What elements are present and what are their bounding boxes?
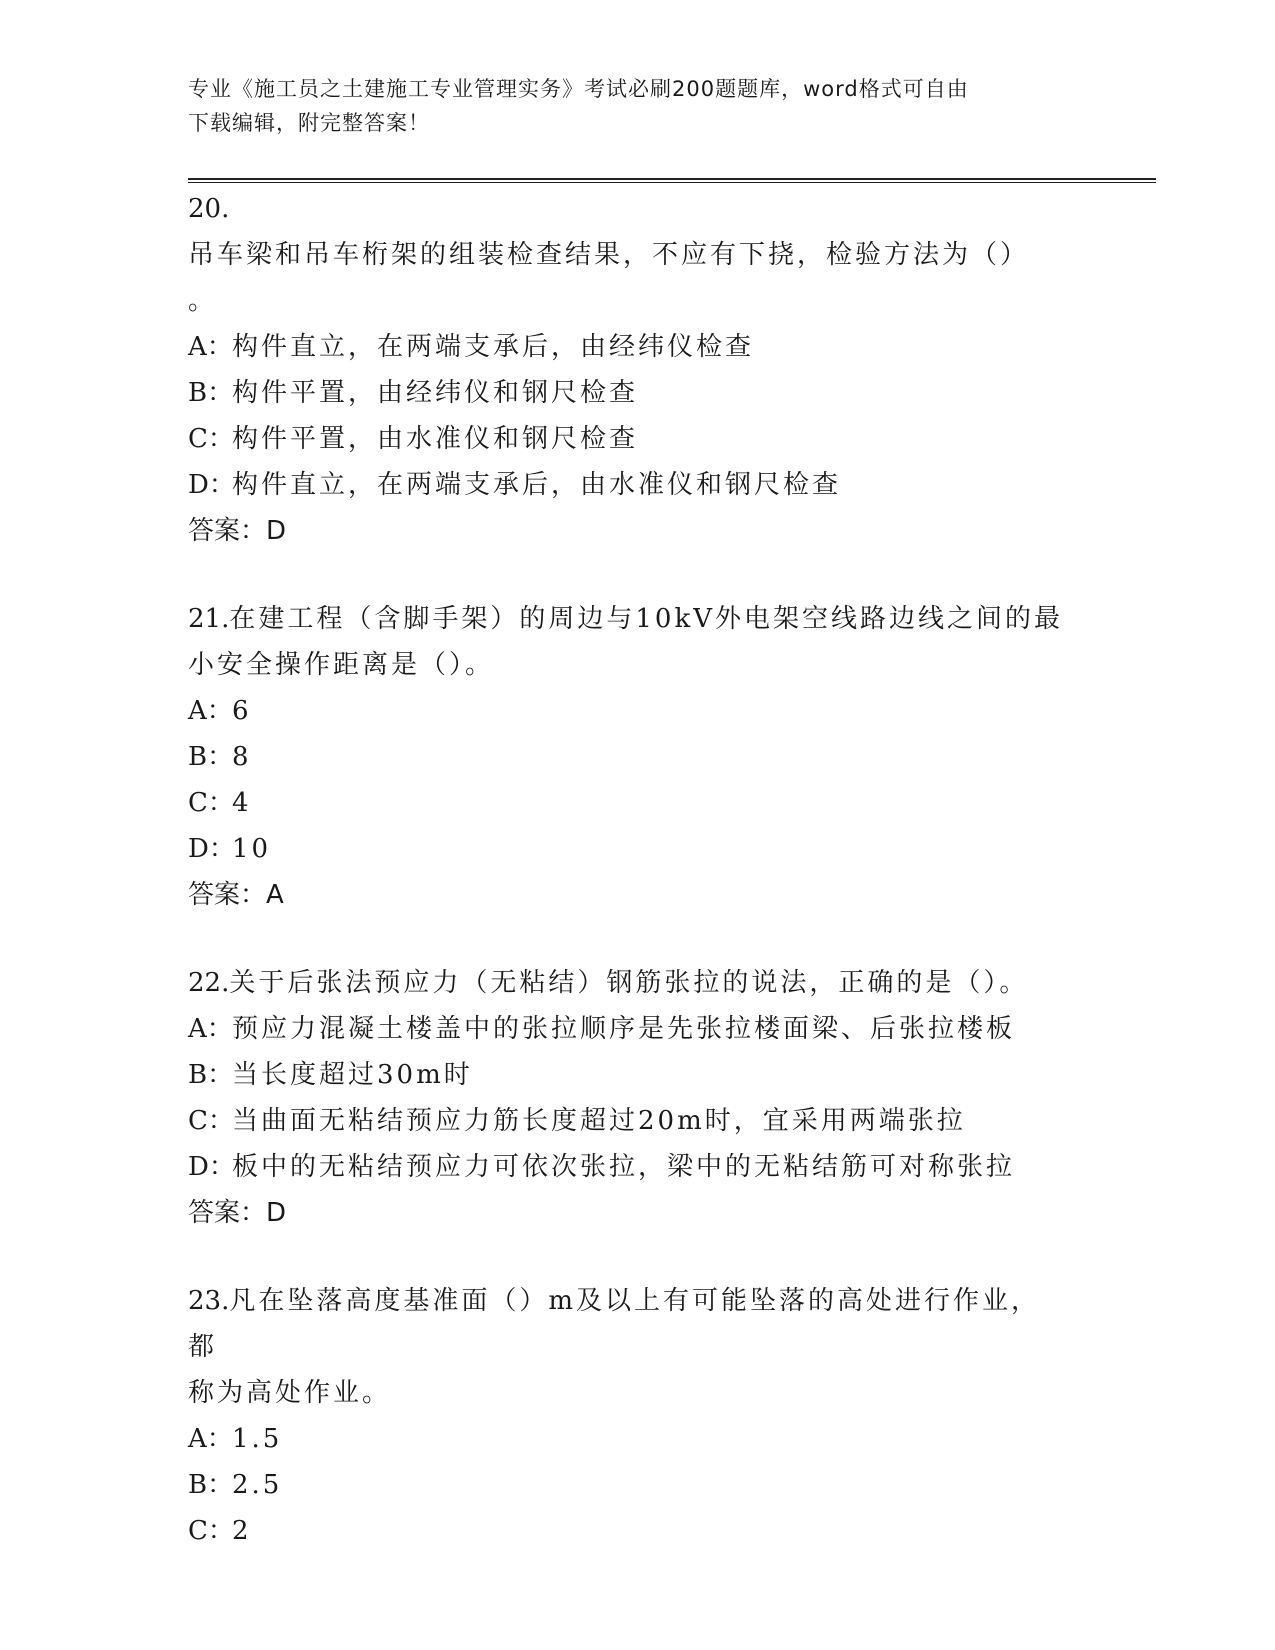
question-stem (188, 186, 1068, 278)
option-text: 预应力混凝土楼盖中的张拉顺序是先张拉楼面梁、后张拉楼板 (232, 1014, 1016, 1044)
option-text: 8 (232, 742, 252, 772)
option-a (188, 1416, 1068, 1462)
header-line-2: 下载编辑，附完整答案！ (188, 111, 430, 135)
option-key: B： (188, 378, 234, 408)
option-key: A： (188, 332, 233, 362)
option-text: 10 (232, 834, 272, 864)
option-key: C： (188, 1106, 234, 1136)
option-key: D： (188, 834, 235, 864)
answer-label: 答案：A (188, 880, 284, 910)
question-23 (188, 1278, 1068, 1554)
question-spacer (188, 1236, 1068, 1278)
question-stem-line-1: 关于后张法预应力（无粘结）钢筋张拉的说法，正确的是（）。 (229, 968, 1029, 998)
question-stem-line-2: 小安全操作距离是（）。 (188, 650, 495, 680)
option-d (188, 1144, 1068, 1190)
question-stem-line-1: 在建工程（含脚手架）的周边与10kV外电架空线路边线之间的最 (229, 604, 1063, 634)
question-stem (188, 960, 1068, 1006)
answer-label: 答案：D (188, 516, 287, 546)
question-stem-line-1: 吊车梁和吊车桁架的组装检查结果，不应有下挠，检验方法为（） (188, 240, 1030, 270)
question-spacer (188, 918, 1068, 960)
option-key: A： (188, 1014, 233, 1044)
option-c (188, 780, 1068, 826)
option-c (188, 1098, 1068, 1144)
option-key: C： (188, 788, 234, 818)
option-b (188, 370, 1068, 416)
option-a (188, 1006, 1068, 1052)
option-key: D： (188, 470, 235, 500)
document-header (188, 72, 1068, 140)
header-rule-thick (188, 178, 1156, 180)
option-key: B： (188, 742, 234, 772)
option-text: 2 (232, 1516, 252, 1546)
option-b (188, 1462, 1068, 1508)
header-line-1: 专业《施工员之土建施工专业管理实务》考试必刷200题题库，word格式可自由 (188, 77, 969, 101)
option-text: 构件直立，在两端支承后，由水准仪和钢尺检查 (232, 470, 842, 500)
option-text: 当曲面无粘结预应力筋长度超过20m时，宜采用两端张拉 (232, 1106, 966, 1136)
option-b (188, 734, 1068, 780)
header-rule-thin (188, 182, 1156, 183)
option-a (188, 688, 1068, 734)
option-key: B： (188, 1470, 234, 1500)
question-21 (188, 596, 1068, 918)
option-text: 构件平置，由水准仪和钢尺检查 (232, 424, 639, 454)
option-text: 4 (232, 788, 252, 818)
question-number: 22. (188, 968, 230, 998)
option-c (188, 416, 1068, 462)
question-stem-line-2: 。 (188, 286, 218, 316)
question-stem-line-2: 称为高处作业。 (188, 1378, 392, 1408)
question-number: 20. (188, 194, 230, 224)
option-b (188, 1052, 1068, 1098)
option-d (188, 462, 1068, 508)
option-text: 构件平置，由经纬仪和钢尺检查 (232, 378, 639, 408)
option-key: A： (188, 1424, 233, 1454)
option-text: 1.5 (232, 1424, 283, 1454)
option-text: 当长度超过30m时 (232, 1060, 473, 1090)
option-key: C： (188, 424, 234, 454)
option-key: C： (188, 1516, 234, 1546)
question-stem (188, 1278, 1068, 1370)
option-a (188, 324, 1068, 370)
question-stem-line-1: 凡在坠落高度基准面（）m及以上有可能坠落的高处进行作业，都 (188, 1286, 1041, 1362)
option-text: 2.5 (232, 1470, 283, 1500)
question-20 (188, 186, 1068, 554)
question-22 (188, 960, 1068, 1236)
option-key: D： (188, 1152, 235, 1182)
answer-label: 答案：D (188, 1198, 287, 1228)
option-text: 6 (232, 696, 252, 726)
question-number: 23. (188, 1286, 230, 1316)
question-number: 21. (188, 604, 230, 634)
question-stem (188, 596, 1068, 642)
question-spacer (188, 554, 1068, 596)
option-key: A： (188, 696, 233, 726)
question-list (188, 186, 1068, 1554)
option-d (188, 826, 1068, 872)
option-c (188, 1508, 1068, 1554)
option-key: B： (188, 1060, 234, 1090)
option-text: 板中的无粘结预应力可依次张拉，梁中的无粘结筋可对称张拉 (232, 1152, 1016, 1182)
option-text: 构件直立，在两端支承后，由经纬仪检查 (232, 332, 755, 362)
